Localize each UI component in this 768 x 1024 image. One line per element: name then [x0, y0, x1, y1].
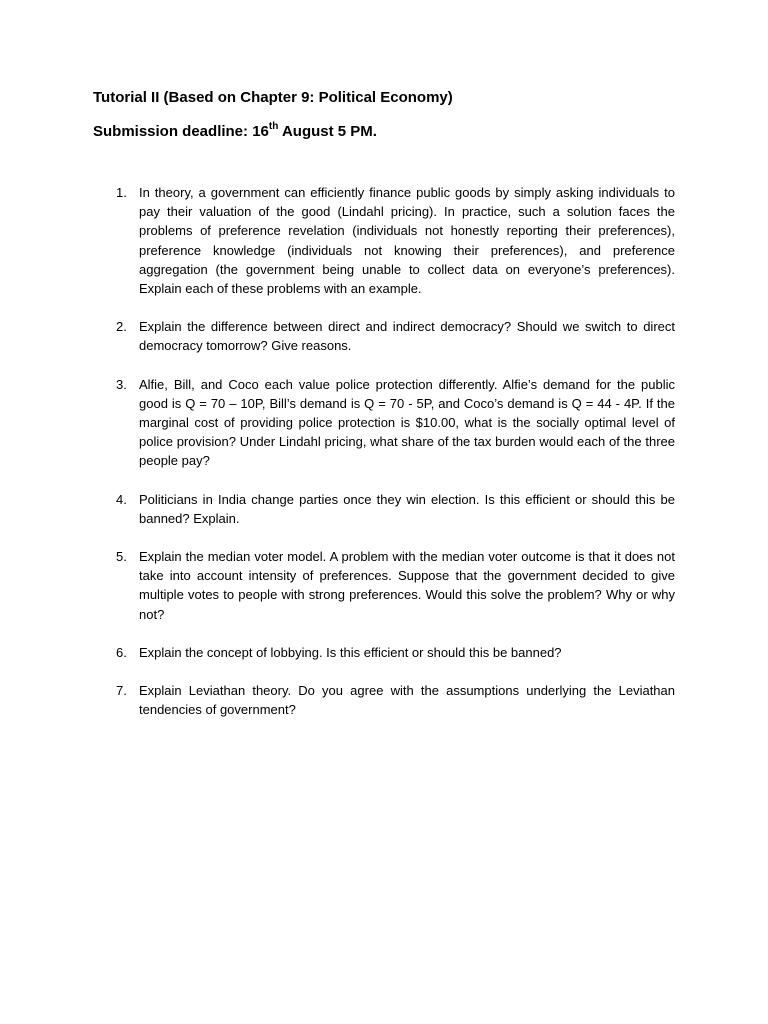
question-item	[0, 490, 768, 528]
question-number: 1.	[116, 185, 127, 200]
document-header	[93, 88, 693, 142]
question-item	[0, 375, 768, 471]
deadline-suffix: August 5 PM.	[278, 123, 377, 140]
question-item	[0, 317, 768, 355]
submission-deadline	[93, 122, 693, 142]
question-text: Alfie, Bill, and Coco each value police protection differently. Alfie’s demand for the public good is Q = 70 – 10P, Bill’s demand is Q = 70 - 5P, and Coco’s demand is Q = 44 - 4P. If the marginal cost of providing police protection is $10.00, what is the socially optimal level of police provision? Under Lindahl pricing, what share of the tax burden would each of the three people pay?	[139, 376, 675, 469]
question-text: Explain Leviathan theory. Do you agree with the assumptions underlying the Leviathan tendencies of government?	[139, 683, 675, 718]
question-list	[0, 183, 768, 738]
question-number: 6.	[116, 644, 127, 660]
question-text: In theory, a government can efficiently finance public goods by simply asking individuals to pay their valuation of the good (Lindahl pricing). In practice, such a solution faces the problems of preference revelation (individuals not honestly reporting their preferences), preference knowledge (individuals not knowing their preferences), and preference aggregation (the government being unable to collect data on everyone’s preferences). Explain each of these problems with an example.	[139, 185, 675, 297]
question-item	[0, 183, 768, 298]
question-number: 3.	[116, 376, 127, 392]
question-text: Politicians in India change parties once they win election. Is this efficient or should this be banned? Explain.	[139, 491, 675, 526]
question-text: Explain the difference between direct and indirect democracy? Should we switch to direct democracy tomorrow? Give reasons.	[139, 319, 675, 354]
question-number: 5.	[116, 549, 127, 565]
question-item	[0, 547, 768, 624]
question-item	[0, 681, 768, 719]
deadline-ordinal-suffix: th	[268, 121, 279, 132]
deadline-prefix: Submission deadline: 16	[93, 123, 269, 140]
tutorial-title: Tutorial II (Based on Chapter 9: Political Economy)	[93, 89, 453, 106]
question-number: 2.	[116, 319, 127, 335]
question-number: 4.	[116, 491, 127, 507]
question-text: Explain the concept of lobbying. Is this efficient or should this be banned?	[139, 644, 562, 660]
question-text: Explain the median voter model. A problem with the median voter outcome is that it does not take into account intensity of preferences. Suppose that the government decided to give multiple votes to people with strong preferences. Would this solve the problem? Why or why not?	[139, 549, 675, 622]
question-number: 7.	[116, 683, 127, 699]
question-item	[0, 643, 768, 662]
